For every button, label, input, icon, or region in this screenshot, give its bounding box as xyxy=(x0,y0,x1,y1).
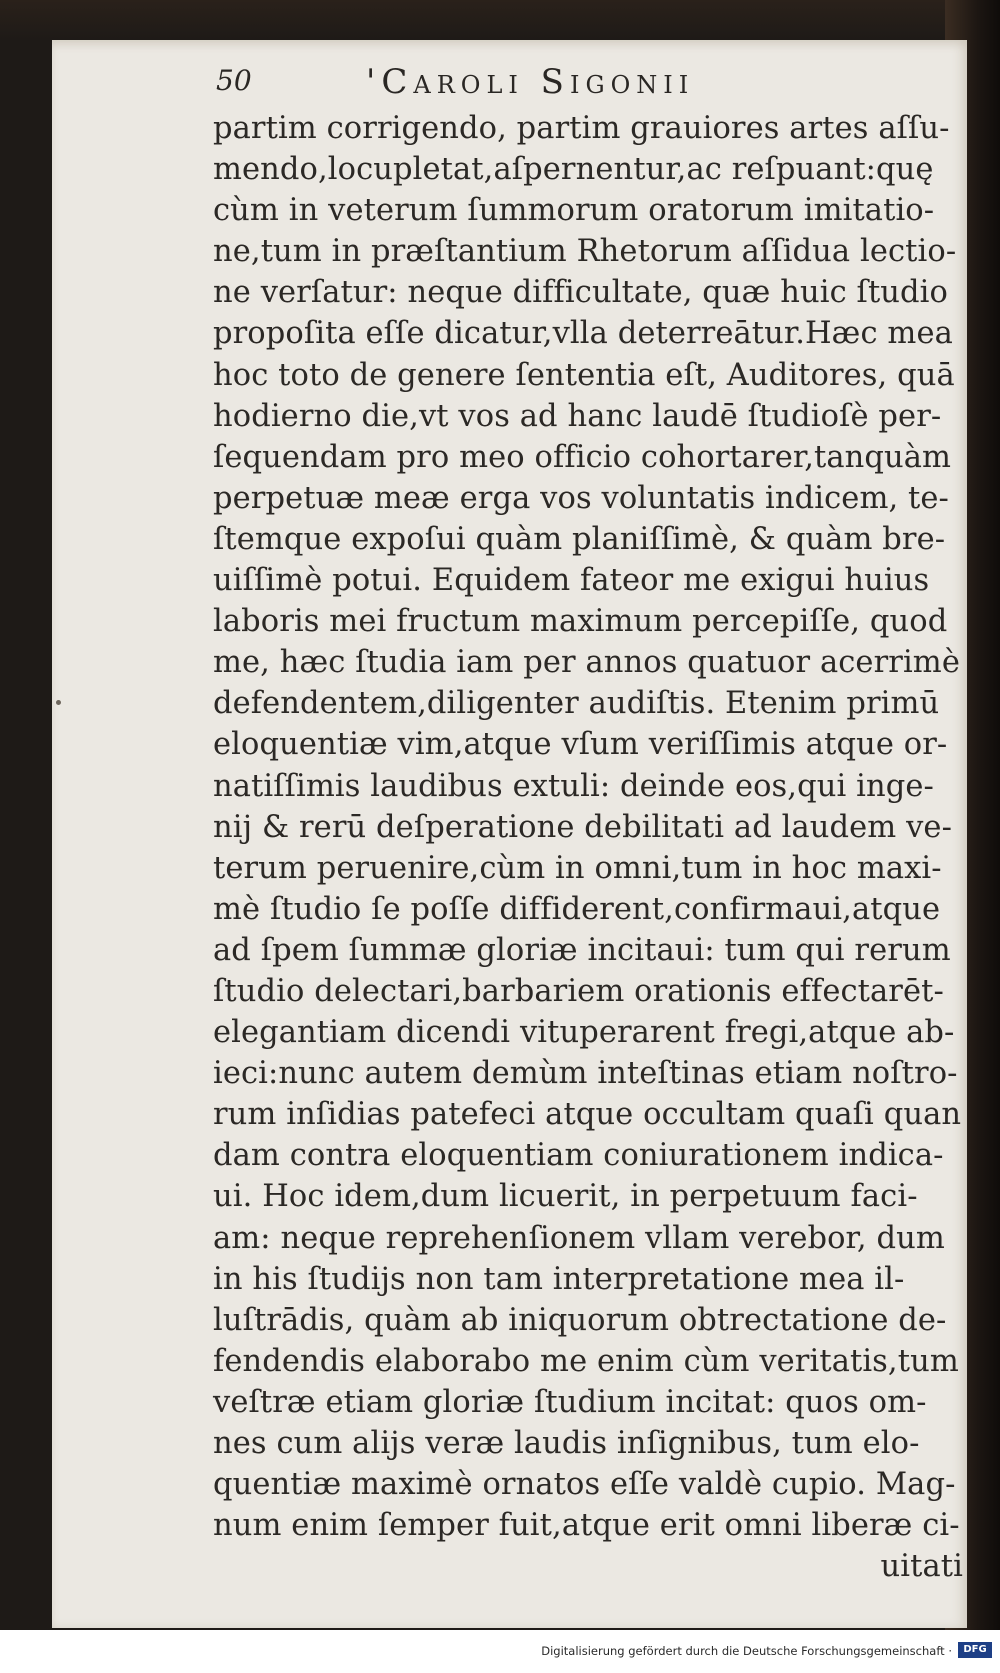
text-line: veſtræ etiam gloriæ ſtudium incitat: quos om- xyxy=(213,1384,927,1420)
text-line: nij & rerū deſperatione debilitati ad laudem ve- xyxy=(213,809,952,845)
text-line: uiſſimè potui. Equidem fateor me exigui huius xyxy=(213,563,930,599)
text-line: partim corrigendo, partim grauiores artes aſſu- xyxy=(213,111,950,146)
scan-background-top xyxy=(0,0,1000,40)
text-line: am: neque reprehenſionem vllam verebor, dum xyxy=(213,1220,945,1256)
text-line: eloquentiæ vim,atque vſum veriſſimis atque or- xyxy=(213,727,948,763)
text-line: cùm in veterum ſummorum oratorum imitatio- xyxy=(213,193,935,229)
text-line: me, hæc ſtudia iam per annos quatuor acerrimè xyxy=(213,645,960,681)
body-text xyxy=(213,108,973,1587)
running-head xyxy=(216,62,956,106)
text-line: ſtemque expoſui quàm planiſſimè, & quàm bre- xyxy=(213,521,946,557)
text-line: hoc toto de genere ſententia eſt, Auditores, quā xyxy=(213,357,955,393)
text-line: propoſita eſſe dicatur,vlla deterreātur.Hæc mea xyxy=(213,316,953,352)
footer-credit: Digitalisierung gefördert durch die Deutsche Forschungsgemeinschaft · xyxy=(541,1644,952,1658)
text-line: laboris mei fructum maximum percepiſſe, quod xyxy=(213,604,948,640)
margin-mark xyxy=(56,700,61,705)
text-line: quentiæ maximè ornatos eſſe valdè cupio. Mag- xyxy=(213,1467,956,1503)
text-line: in his ſtudijs non tam interpretatione mea il- xyxy=(213,1261,905,1297)
text-line: natiſſimis laudibus extuli: deinde eos,qui inge- xyxy=(213,768,934,804)
text-line: fendendis elaborabo me enim cùm veritatis,tum xyxy=(213,1343,959,1379)
text-line: defendentem,diligenter audiſtis. Etenim primū xyxy=(213,686,940,722)
text-line: elegantiam dicendi vituperarent fregi,atque ab- xyxy=(213,1015,955,1051)
running-title: 'Caroli Sigonii xyxy=(366,62,695,102)
page-number: 50 xyxy=(216,64,252,97)
text-line: mè ſtudio ſe poſſe diffiderent,confirmaui,atque xyxy=(213,891,941,927)
text-line: ieci:nunc autem demùm inteſtinas etiam noſtro- xyxy=(213,1056,958,1092)
dfg-logo: DFG xyxy=(958,1642,992,1658)
text-line: ſtudio delectari,barbariem orationis effectarēt- xyxy=(213,973,944,1009)
text-line: terum peruenire,cùm in omni,tum in hoc maxi- xyxy=(213,850,942,886)
text-line: ne verſatur: neque difficultate, quæ huic ſtudio xyxy=(213,275,948,311)
text-line: nes cum alijs veræ laudis inſignibus, tum elo- xyxy=(213,1426,920,1461)
text-line: perpetuæ meæ erga vos voluntatis indicem, te- xyxy=(213,480,949,516)
text-line: hodierno die,vt vos ad hanc laudē ſtudioſè per- xyxy=(213,398,942,434)
catchword: uitati xyxy=(880,1549,963,1585)
text-line: dam contra eloquentiam coniurationem indica- xyxy=(213,1138,944,1174)
digitization-footer xyxy=(0,1630,1000,1673)
text-line: mendo,locupletat,aſpernentur,ac reſpuant:quę xyxy=(213,152,934,188)
text-line: rum inſidias patefeci atque occultam quaſi quan xyxy=(213,1097,962,1133)
text-line: ad ſpem ſummæ gloriæ incitaui: tum qui rerum xyxy=(213,932,951,968)
text-line: ſequendam pro meo officio cohortarer,tanquàm xyxy=(213,439,952,475)
text-line: num enim ſemper fuit,atque erit omni liberæ ci- xyxy=(213,1508,960,1544)
text-line: luſtrādis, quàm ab iniquorum obtrectatione de- xyxy=(213,1302,947,1338)
text-line: ui. Hoc idem,dum licuerit, in perpetuum faci- xyxy=(213,1179,918,1215)
text-line: ne,tum in præſtantium Rhetorum aſſidua lectio- xyxy=(213,234,957,270)
